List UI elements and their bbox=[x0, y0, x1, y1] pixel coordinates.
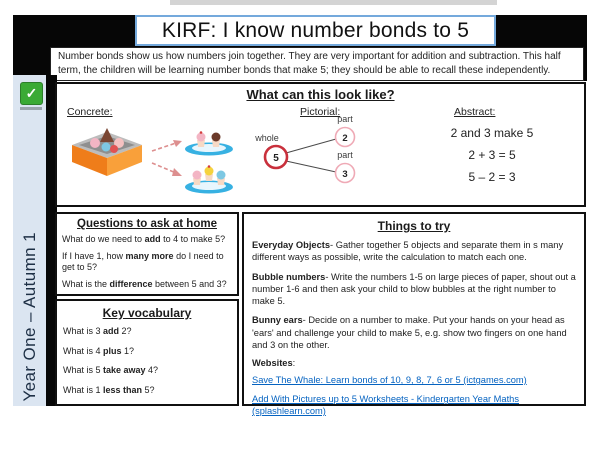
school-logo-icon bbox=[20, 82, 44, 112]
question-item: What do we need to add to 4 to make 5? bbox=[62, 234, 226, 244]
questions-heading: Questions to ask at home bbox=[77, 218, 217, 230]
look-like-panel bbox=[55, 82, 586, 207]
logo-check-glyph: ✓ bbox=[20, 82, 43, 105]
logo-caption-bar bbox=[20, 107, 42, 110]
websites-label: Websites: bbox=[252, 358, 296, 369]
part1-label: part bbox=[337, 114, 353, 124]
things-item: Everyday Objects- Gather together 5 objects and separate them in s many different ways as possible, write the calculation to match each one. bbox=[252, 240, 564, 263]
intro-text: Number bonds show us how numbers join together. They are very important for addition and subtraction. This half term, the children will be learning number bonds that make 5; they should be able to recall these independently. bbox=[50, 47, 584, 81]
term-label: Year One – Autumn 1 bbox=[19, 232, 39, 402]
things-item: Bubble numbers- Write the numbers 1-5 on large pieces of paper, shout out a number 1-6 and then ask your child to blow bubbles at the right number to make 5. bbox=[252, 271, 576, 307]
things-panel bbox=[242, 212, 586, 417]
vocabulary-panel bbox=[55, 299, 239, 406]
splashlearn-link[interactable]: Add With Pictures up to 5 Worksheets - Kindergarten Year Maths (splashlearn.com) bbox=[252, 394, 519, 417]
term-sidebar bbox=[13, 75, 46, 406]
part-whole-model bbox=[240, 110, 390, 205]
page-title: KIRF: I know number bonds to 5 bbox=[135, 15, 496, 46]
questions-panel bbox=[55, 212, 239, 296]
abstract-column bbox=[417, 122, 567, 188]
question-item: If I have 1, how many more do I need to get to 5? bbox=[62, 250, 224, 273]
top-edge-artifact bbox=[170, 0, 497, 5]
abstract-line: 5 – 2 = 3 bbox=[468, 170, 516, 184]
concrete-label: Concrete: bbox=[67, 106, 113, 118]
part2-label: part bbox=[337, 150, 353, 160]
whole-label: whole bbox=[255, 133, 279, 143]
look-like-heading: What can this look like? bbox=[246, 87, 395, 102]
abstract-line: 2 + 3 = 5 bbox=[468, 148, 516, 162]
vocabulary-item: What is 5 take away 4? bbox=[63, 365, 159, 376]
vocabulary-item: What is 1 less than 5? bbox=[63, 385, 155, 396]
whole-value: 5 bbox=[273, 153, 279, 164]
things-heading: Things to try bbox=[377, 219, 451, 233]
things-item: Bunny ears- Decide on a number to make. Put your hands on your head as 'ears' and challenge your child to make 5, e.g. show two fingers on one hand and 3 on the other. bbox=[252, 315, 567, 350]
vocabulary-item: What is 4 plus 1? bbox=[63, 345, 135, 356]
cupcakes-box-to-plates-icon bbox=[62, 116, 242, 204]
part2-value: 3 bbox=[342, 169, 348, 180]
pictorial-label: Pictorial: bbox=[300, 106, 341, 118]
question-item: What is the difference between 5 and 3? bbox=[62, 279, 227, 290]
vocabulary-heading: Key vocabulary bbox=[102, 306, 192, 320]
ictgames-link[interactable]: Save The Whale: Learn bonds of 10, 9, 8, 7, 6 or 5 (ictgames.com) bbox=[252, 375, 527, 386]
abstract-label: Abstract: bbox=[454, 106, 496, 118]
part1-value: 2 bbox=[342, 133, 348, 144]
vocabulary-item: What is 3 add 2? bbox=[63, 326, 132, 336]
abstract-line: 2 and 3 make 5 bbox=[450, 126, 534, 140]
